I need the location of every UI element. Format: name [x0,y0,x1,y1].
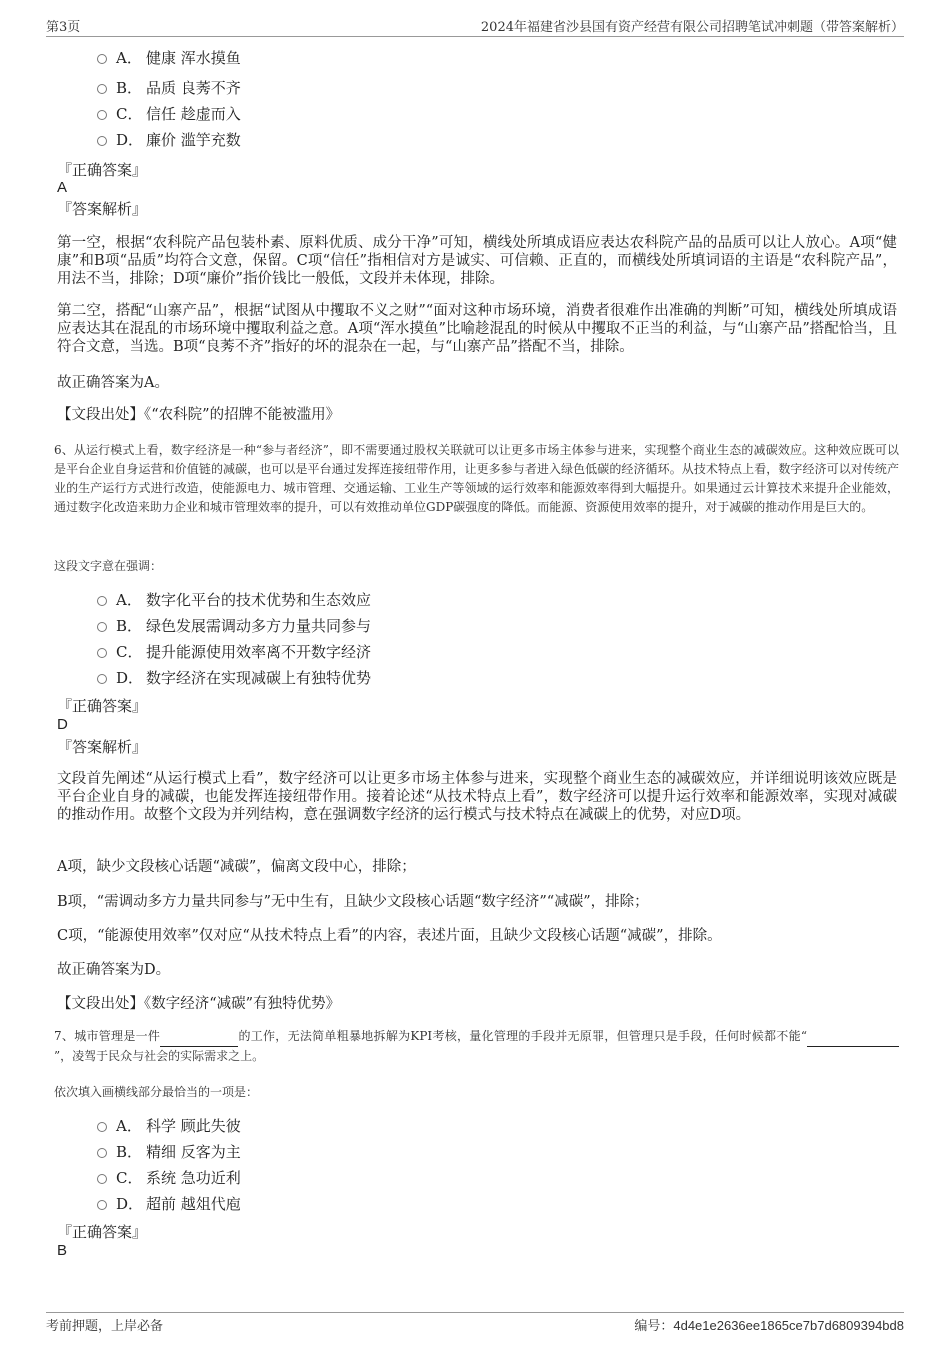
q6-analysis-label: 『答案解析』 [57,738,148,756]
q5-answer-label: 『正确答案』 [57,161,148,179]
q7-option-b[interactable]: B． 精细 反客为主 [97,1142,241,1162]
q6-analysis-option-a: A项，缺少文段核心话题“减碳”，偏离文段中心，排除； [57,859,416,875]
radio-icon[interactable] [97,54,107,64]
q7-question: 依次填入画横线部分最恰当的一项是： [54,1085,259,1099]
q5-source: 【文段出处】《“农科院”的招牌不能被滥用》 [57,407,341,423]
radio-icon[interactable] [97,84,107,94]
q6-conclusion: 故正确答案为D。 [57,962,171,978]
q6-option-d[interactable]: D． 数字经济在实现减碳上有独特优势 [97,668,371,688]
q6-analysis-option-b: B项，“需调动多方力量共同参与”无中生有，且缺少文段核心话题“数字经济”“减碳”，排除； [57,894,649,910]
q5-option-b[interactable]: B． 品质 良莠不齐 [97,78,241,98]
q5-option-c[interactable]: C． 信任 趁虚而入 [97,104,241,124]
radio-icon[interactable] [97,648,107,658]
radio-icon[interactable] [97,622,107,632]
q6-analysis-paragraph-1: 文段首先阐述“从运行模式上看”，数字经济可以让更多市场主体参与进来，实现整个商业生态的减碳效应，并详细说明该效应既是平台企业自身的减碳，也能发挥连接纽带作用。接着论述“从技术特点上看”，数字经济可以提升运行效率和能源效率，实现对减碳的推动作用。故整个文段为并列结构，意在强调数字经济的运行模式与技术特点在减碳上的优势，对应D项。 [57,771,897,823]
q5-conclusion: 故正确答案为A。 [57,375,169,391]
q7-option-c[interactable]: C． 系统 急功近利 [97,1168,241,1188]
q5-answer: A [57,179,68,196]
radio-icon[interactable] [97,136,107,146]
radio-icon[interactable] [97,110,107,120]
q7-option-d[interactable]: D． 超前 越俎代庖 [97,1194,241,1214]
q6-answer-label: 『正确答案』 [57,697,148,715]
document-code: 编号：4d4e1e2636ee1865ce7b7d6809394bd8 [634,1318,904,1334]
fill-blank-2[interactable] [807,1027,899,1047]
q5-option-a[interactable]: A． 健康 浑水摸鱼 [97,48,241,68]
q6-source: 【文段出处】《数字经济“减碳”有独特优势》 [57,996,341,1012]
q5-analysis-paragraph-2: 第二空，搭配“山寨产品”，根据“试图从中攫取不义之财”“面对这种市场环境，消费者很难作出准确的判断”可知，横线处所填成语应表达其在混乱的市场环境中攫取利益之意。A项“浑水摸鱼”比喻趁混乱的时候从中攫取不正当的利益，与“山寨产品”搭配恰当，且符合文意，当选。B项“良莠不齐”指好的坏的混杂在一起，与“山寨产品”搭配不当，排除。 [57,303,897,355]
q6-option-a[interactable]: A． 数字化平台的技术优势和生态效应 [97,590,371,610]
q6-analysis-option-c: C项，“能源使用效率”仅对应“从技术特点上看”的内容，表述片面，且缺少文段核心话题“减碳”，排除。 [57,928,722,944]
q5-analysis-label: 『答案解析』 [57,200,148,218]
q7-answer-label: 『正确答案』 [57,1223,148,1241]
q6-option-c[interactable]: C． 提升能源使用效率离不开数字经济 [97,642,371,662]
page-footer [46,1312,904,1333]
q6-option-b[interactable]: B． 绿色发展需调动多方力量共同参与 [97,616,371,636]
footer-slogan: 考前押题，上岸必备 [46,1319,164,1334]
q7-stem: 7、城市管理是一件 的工作，无法简单粗暴地拆解为KPI考核，量化管理的手段并无原罪，但管理只是手段，任何时候都不能“ ”，凌驾于民众与社会的实际需求之上。 [54,1027,899,1066]
q5-option-d[interactable]: D． 廉价 滥竽充数 [97,130,241,150]
radio-icon[interactable] [97,674,107,684]
radio-icon[interactable] [97,1174,107,1184]
q6-question: 这段文字意在强调： [54,559,163,573]
page-header [46,16,904,37]
fill-blank-1[interactable] [160,1027,238,1047]
radio-icon[interactable] [97,1200,107,1210]
q7-option-a[interactable]: A． 科学 顾此失彼 [97,1116,241,1136]
document-title: 2024年福建省沙县国有资产经营有限公司招聘笔试冲刺题（带答案解析） [480,20,904,35]
radio-icon[interactable] [97,1148,107,1158]
q6-stem: 6、从运行模式上看，数字经济是一种“参与者经济”，即不需要通过股权关联就可以让更多市场主体参与进来，实现整个商业生态的减碳效应。这种效应既可以是平台企业自身运营和价值链的减碳，也可以是平台通过发挥连接纽带作用，让更多参与者进入绿色低碳的经济循环。从技术特点上看，数字经济可以对传统产业的生产运行方式进行改造，使能源电力、城市管理、交通运输、工业生产等领域的运行效率和能源效率得到大幅提升。如果通过云计算技术来提升企业能效，通过数字化改造来助力企业和城市管理效率的提升，可以有效推动单位GDP碳强度的降低。而能源、资源使用效率的提升，对于减碳的推动作用是巨大的。 [54,443,899,514]
q5-analysis-paragraph-1: 第一空，根据“农科院产品包装朴素、原料优质、成分干净”可知，横线处所填成语应表达农科院产品的品质可以让人放心。A项“健康”和B项“品质”均符合文意，保留。C项“信任”指相信对方是诚实、可信赖、正直的，而横线处所填词语的主语是“农科院产品”，用法不当，排除；D项“廉价”指价钱比一般低，文段并未体现，排除。 [57,235,897,287]
q7-answer: B [57,1242,68,1259]
page-number: 第3页 [46,20,81,35]
radio-icon[interactable] [97,1122,107,1132]
radio-icon[interactable] [97,596,107,606]
q6-answer: D [57,716,68,733]
